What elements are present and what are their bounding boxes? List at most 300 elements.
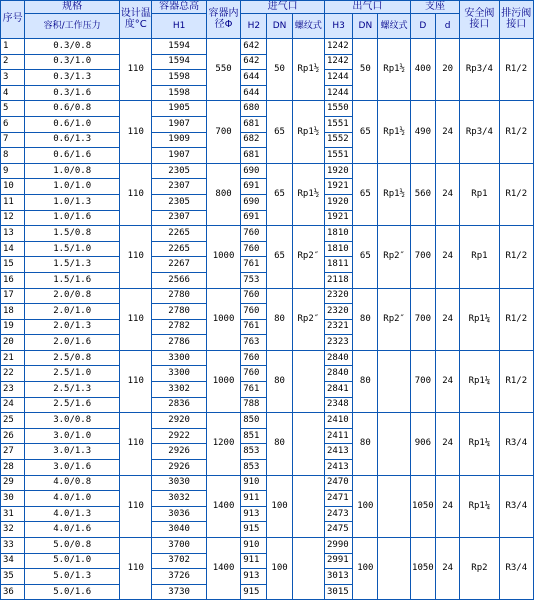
cell-spec: 0.6/1.0	[25, 116, 120, 132]
cell-support-d-small: 24	[436, 413, 460, 475]
cell-spec: 2.5/1.3	[25, 382, 120, 398]
cell-spec: 2.0/1.6	[25, 335, 120, 351]
cell-spec: 2.0/1.0	[25, 304, 120, 320]
cell-spec: 1.5/0.8	[25, 226, 120, 242]
cell-h2: 760	[241, 350, 267, 366]
cell-seq: 9	[1, 163, 25, 179]
cell-support-d-big: 700	[410, 350, 435, 412]
cell-inner-diameter: 1400	[206, 475, 240, 537]
cell-h3: 1550	[324, 101, 352, 117]
cell-h3: 2323	[324, 335, 352, 351]
cell-h3: 1810	[324, 241, 352, 257]
cell-h2: 761	[241, 257, 267, 273]
header-seq: 序号	[1, 1, 25, 39]
cell-h3: 2118	[324, 272, 352, 288]
cell-h2: 690	[241, 194, 267, 210]
cell-support-d-small: 24	[436, 226, 460, 288]
cell-drain-valve: R3/4	[499, 475, 533, 537]
cell-spec: 0.3/0.8	[25, 39, 120, 55]
cell-h2: 851	[241, 428, 267, 444]
cell-h3: 1242	[324, 54, 352, 70]
cell-total-height: 3300	[152, 350, 207, 366]
cell-total-height: 2782	[152, 319, 207, 335]
cell-design-temp: 110	[120, 350, 152, 412]
cell-h2: 681	[241, 148, 267, 164]
cell-h2: 788	[241, 397, 267, 413]
cell-total-height: 2305	[152, 163, 207, 179]
cell-total-height: 2780	[152, 304, 207, 320]
cell-inner-diameter: 1000	[206, 288, 240, 350]
cell-spec: 4.0/1.3	[25, 506, 120, 522]
cell-safety-valve: Rp1	[460, 163, 499, 225]
cell-h2: 761	[241, 319, 267, 335]
cell-spec: 0.6/1.3	[25, 132, 120, 148]
cell-total-height: 3702	[152, 553, 207, 569]
cell-spec: 1.5/1.6	[25, 272, 120, 288]
header-dn-in: DN	[267, 14, 292, 39]
cell-h3: 2321	[324, 319, 352, 335]
cell-h3: 1551	[324, 116, 352, 132]
cell-spec: 0.6/0.8	[25, 101, 120, 117]
cell-drain-valve: R1/2	[499, 226, 533, 288]
cell-drain-valve: R3/4	[499, 413, 533, 475]
table-row	[1, 163, 534, 179]
cell-seq: 21	[1, 350, 25, 366]
cell-safety-valve: Rp2	[460, 538, 499, 600]
header-h2: H2	[241, 14, 267, 39]
cell-dn-out: 80	[353, 288, 378, 350]
cell-dn-in: 100	[267, 538, 292, 600]
cell-seq: 5	[1, 101, 25, 117]
cell-support-d-big: 906	[410, 413, 435, 475]
cell-seq: 10	[1, 179, 25, 195]
header-drain-valve: 排污阀接口	[499, 1, 533, 39]
cell-h2: 642	[241, 39, 267, 55]
cell-spec: 5.0/0.8	[25, 538, 120, 554]
cell-h3: 1244	[324, 85, 352, 101]
cell-total-height: 2926	[152, 460, 207, 476]
cell-spec: 3.0/1.6	[25, 460, 120, 476]
cell-total-height: 3036	[152, 506, 207, 522]
cell-h2: 644	[241, 85, 267, 101]
cell-dn-out: 65	[353, 226, 378, 288]
cell-total-height: 2786	[152, 335, 207, 351]
header-support: 支座	[410, 1, 459, 14]
cell-design-temp: 110	[120, 226, 152, 288]
cell-h2: 680	[241, 101, 267, 117]
cell-dn-in: 100	[267, 475, 292, 537]
table-row	[1, 101, 534, 117]
cell-h3: 2840	[324, 350, 352, 366]
cell-support-d-small: 24	[436, 101, 460, 163]
cell-total-height: 2836	[152, 397, 207, 413]
cell-seq: 33	[1, 538, 25, 554]
cell-seq: 17	[1, 288, 25, 304]
cell-h2: 760	[241, 226, 267, 242]
cell-h3: 2475	[324, 522, 352, 538]
cell-h3: 2410	[324, 413, 352, 429]
header-row-2	[1, 14, 534, 39]
cell-total-height: 1598	[152, 70, 207, 86]
table-body	[1, 39, 534, 600]
cell-seq: 22	[1, 366, 25, 382]
cell-support-d-big: 700	[410, 226, 435, 288]
table-row	[1, 413, 534, 429]
cell-h3: 2991	[324, 553, 352, 569]
cell-h2: 763	[241, 335, 267, 351]
cell-total-height: 1907	[152, 116, 207, 132]
cell-dn-in: 80	[267, 350, 292, 412]
cell-h2: 644	[241, 70, 267, 86]
cell-total-height: 2926	[152, 444, 207, 460]
cell-h2: 913	[241, 506, 267, 522]
cell-total-height: 1909	[152, 132, 207, 148]
cell-seq: 35	[1, 569, 25, 585]
cell-spec: 0.3/1.3	[25, 70, 120, 86]
cell-seq: 24	[1, 397, 25, 413]
cell-seq: 8	[1, 148, 25, 164]
cell-total-height: 2267	[152, 257, 207, 273]
cell-support-d-small: 24	[436, 538, 460, 600]
cell-dn-out: 50	[353, 39, 378, 101]
cell-seq: 3	[1, 70, 25, 86]
cell-inner-diameter: 1000	[206, 350, 240, 412]
cell-spec: 4.0/1.0	[25, 491, 120, 507]
cell-spec: 5.0/1.3	[25, 569, 120, 585]
cell-h3: 1244	[324, 70, 352, 86]
cell-drain-valve: R1/2	[499, 350, 533, 412]
cell-h2: 681	[241, 116, 267, 132]
cell-h2: 691	[241, 179, 267, 195]
cell-h2: 915	[241, 522, 267, 538]
cell-seq: 16	[1, 272, 25, 288]
cell-design-temp: 110	[120, 101, 152, 163]
cell-h3: 2413	[324, 460, 352, 476]
cell-drain-valve: R1/2	[499, 101, 533, 163]
cell-total-height: 3030	[152, 475, 207, 491]
cell-safety-valve: Rp3/4	[460, 101, 499, 163]
cell-spec: 2.5/0.8	[25, 350, 120, 366]
cell-seq: 28	[1, 460, 25, 476]
cell-support-d-big: 560	[410, 163, 435, 225]
cell-seq: 1	[1, 39, 25, 55]
cell-dn-in: 65	[267, 226, 292, 288]
cell-h2: 911	[241, 491, 267, 507]
cell-total-height: 2307	[152, 179, 207, 195]
cell-seq: 13	[1, 226, 25, 242]
cell-dn-in: 80	[267, 413, 292, 475]
cell-h3: 1811	[324, 257, 352, 273]
cell-h3: 2411	[324, 428, 352, 444]
cell-inner-diameter: 700	[206, 101, 240, 163]
cell-h2: 910	[241, 475, 267, 491]
cell-spec: 2.5/1.6	[25, 397, 120, 413]
header-spec: 规格	[25, 1, 120, 14]
cell-spec: 2.5/1.0	[25, 366, 120, 382]
cell-drain-valve: R1/2	[499, 39, 533, 101]
cell-seq: 23	[1, 382, 25, 398]
header-inner-diameter: 容器内径Φ	[206, 1, 240, 39]
cell-h2: 911	[241, 553, 267, 569]
cell-total-height: 1594	[152, 54, 207, 70]
cell-dn-in: 65	[267, 163, 292, 225]
cell-h3: 3013	[324, 569, 352, 585]
cell-total-height: 1905	[152, 101, 207, 117]
cell-thread-in: Rp2″	[292, 226, 324, 288]
cell-support-d-small: 24	[436, 163, 460, 225]
cell-seq: 7	[1, 132, 25, 148]
cell-h3: 1242	[324, 39, 352, 55]
cell-safety-valve: Rp1¼	[460, 288, 499, 350]
cell-design-temp: 110	[120, 413, 152, 475]
cell-total-height: 3300	[152, 366, 207, 382]
cell-thread-out	[378, 538, 410, 600]
cell-h3: 2990	[324, 538, 352, 554]
cell-safety-valve: Rp1¼	[460, 475, 499, 537]
table-row	[1, 39, 534, 55]
cell-drain-valve: R1/2	[499, 288, 533, 350]
cell-dn-out: 100	[353, 475, 378, 537]
cell-seq: 6	[1, 116, 25, 132]
cell-total-height: 3302	[152, 382, 207, 398]
cell-thread-out	[378, 413, 410, 475]
cell-seq: 31	[1, 506, 25, 522]
cell-spec: 3.0/0.8	[25, 413, 120, 429]
cell-thread-out: Rp1½	[378, 39, 410, 101]
cell-spec: 0.3/1.0	[25, 54, 120, 70]
cell-safety-valve: Rp1¼	[460, 350, 499, 412]
cell-total-height: 1598	[152, 85, 207, 101]
cell-h2: 853	[241, 460, 267, 476]
header-support-d-small: d	[436, 14, 460, 39]
cell-dn-out: 80	[353, 413, 378, 475]
cell-h3: 2471	[324, 491, 352, 507]
header-safety-valve: 安全阀接口	[460, 1, 499, 39]
cell-support-d-small: 20	[436, 39, 460, 101]
cell-thread-in: Rp1½	[292, 163, 324, 225]
header-total-height: 容器总高	[152, 1, 207, 14]
cell-h3: 2348	[324, 397, 352, 413]
cell-inner-diameter: 1000	[206, 226, 240, 288]
cell-h2: 760	[241, 304, 267, 320]
cell-thread-in	[292, 538, 324, 600]
cell-h2: 761	[241, 382, 267, 398]
cell-support-d-small: 24	[436, 288, 460, 350]
cell-h2: 753	[241, 272, 267, 288]
cell-h3: 2470	[324, 475, 352, 491]
cell-spec: 1.5/1.0	[25, 241, 120, 257]
cell-design-temp: 110	[120, 475, 152, 537]
cell-spec: 0.3/1.6	[25, 85, 120, 101]
header-thread-in: 螺纹式	[292, 14, 324, 39]
cell-inner-diameter: 1200	[206, 413, 240, 475]
cell-h3: 1920	[324, 163, 352, 179]
cell-h2: 915	[241, 584, 267, 600]
cell-h2: 682	[241, 132, 267, 148]
cell-total-height: 3726	[152, 569, 207, 585]
table-row	[1, 350, 534, 366]
cell-spec: 2.0/0.8	[25, 288, 120, 304]
cell-total-height: 2305	[152, 194, 207, 210]
cell-support-d-big: 700	[410, 288, 435, 350]
cell-thread-in: Rp2″	[292, 288, 324, 350]
cell-spec: 3.0/1.3	[25, 444, 120, 460]
cell-safety-valve: Rp3/4	[460, 39, 499, 101]
cell-total-height: 3700	[152, 538, 207, 554]
header-h3: H3	[324, 14, 352, 39]
cell-seq: 34	[1, 553, 25, 569]
cell-seq: 4	[1, 85, 25, 101]
cell-drain-valve: R1/2	[499, 163, 533, 225]
cell-seq: 29	[1, 475, 25, 491]
cell-support-d-big: 1050	[410, 475, 435, 537]
cell-total-height: 3730	[152, 584, 207, 600]
cell-dn-out: 65	[353, 163, 378, 225]
cell-spec: 2.0/1.3	[25, 319, 120, 335]
cell-thread-out: Rp1½	[378, 163, 410, 225]
cell-seq: 36	[1, 584, 25, 600]
cell-dn-out: 80	[353, 350, 378, 412]
cell-h2: 850	[241, 413, 267, 429]
cell-support-d-big: 490	[410, 101, 435, 163]
header-support-d-big: D	[410, 14, 435, 39]
cell-seq: 25	[1, 413, 25, 429]
cell-inner-diameter: 1400	[206, 538, 240, 600]
cell-design-temp: 110	[120, 538, 152, 600]
cell-seq: 14	[1, 241, 25, 257]
cell-total-height: 3040	[152, 522, 207, 538]
cell-spec: 5.0/1.6	[25, 584, 120, 600]
cell-spec: 1.0/0.8	[25, 163, 120, 179]
cell-h3: 1921	[324, 179, 352, 195]
header-outlet: 出气口	[324, 1, 410, 14]
cell-drain-valve: R3/4	[499, 538, 533, 600]
cell-seq: 27	[1, 444, 25, 460]
cell-h2: 853	[241, 444, 267, 460]
cell-seq: 11	[1, 194, 25, 210]
cell-h3: 2841	[324, 382, 352, 398]
cell-spec: 1.0/1.0	[25, 179, 120, 195]
cell-total-height: 3032	[152, 491, 207, 507]
cell-h3: 3015	[324, 584, 352, 600]
cell-dn-in: 65	[267, 101, 292, 163]
cell-spec: 3.0/1.0	[25, 428, 120, 444]
cell-support-d-big: 1050	[410, 538, 435, 600]
cell-design-temp: 110	[120, 163, 152, 225]
header-spec-sub: 容积/工作压力	[25, 14, 120, 39]
cell-thread-out: Rp2″	[378, 226, 410, 288]
cell-h3: 2320	[324, 304, 352, 320]
cell-h2: 691	[241, 210, 267, 226]
table-row	[1, 226, 534, 242]
cell-thread-in	[292, 350, 324, 412]
cell-total-height: 1594	[152, 39, 207, 55]
cell-h3: 2840	[324, 366, 352, 382]
cell-inner-diameter: 800	[206, 163, 240, 225]
cell-h2: 760	[241, 366, 267, 382]
cell-h2: 642	[241, 54, 267, 70]
cell-dn-in: 80	[267, 288, 292, 350]
cell-design-temp: 110	[120, 288, 152, 350]
cell-h2: 760	[241, 241, 267, 257]
cell-h3: 1810	[324, 226, 352, 242]
cell-safety-valve: Rp1¼	[460, 413, 499, 475]
cell-thread-in	[292, 475, 324, 537]
cell-thread-out	[378, 475, 410, 537]
cell-thread-out: Rp2″	[378, 288, 410, 350]
cell-h2: 913	[241, 569, 267, 585]
cell-total-height: 1907	[152, 148, 207, 164]
cell-h3: 2320	[324, 288, 352, 304]
cell-spec: 1.0/1.6	[25, 210, 120, 226]
cell-thread-in	[292, 413, 324, 475]
cell-h2: 690	[241, 163, 267, 179]
header-thread-out: 螺纹式	[378, 14, 410, 39]
cell-seq: 12	[1, 210, 25, 226]
cell-support-d-big: 400	[410, 39, 435, 101]
cell-total-height: 2307	[152, 210, 207, 226]
cell-total-height: 2922	[152, 428, 207, 444]
table-row	[1, 475, 534, 491]
header-row-1	[1, 1, 534, 14]
cell-seq: 19	[1, 319, 25, 335]
cell-design-temp: 110	[120, 39, 152, 101]
cell-h3: 1552	[324, 132, 352, 148]
cell-spec: 1.5/1.3	[25, 257, 120, 273]
cell-dn-out: 100	[353, 538, 378, 600]
cell-seq: 20	[1, 335, 25, 351]
cell-seq: 15	[1, 257, 25, 273]
cell-thread-out: Rp1½	[378, 101, 410, 163]
cell-dn-in: 50	[267, 39, 292, 101]
cell-seq: 26	[1, 428, 25, 444]
cell-support-d-small: 24	[436, 350, 460, 412]
cell-h3: 1551	[324, 148, 352, 164]
cell-total-height: 2780	[152, 288, 207, 304]
cell-total-height: 2566	[152, 272, 207, 288]
cell-thread-in: Rp1½	[292, 101, 324, 163]
cell-h3: 1920	[324, 194, 352, 210]
table-row	[1, 538, 534, 554]
cell-seq: 18	[1, 304, 25, 320]
cell-spec: 4.0/0.8	[25, 475, 120, 491]
header-inlet: 进气口	[241, 1, 325, 14]
cell-seq: 2	[1, 54, 25, 70]
header-dn-out: DN	[353, 14, 378, 39]
cell-seq: 30	[1, 491, 25, 507]
cell-h3: 2413	[324, 444, 352, 460]
cell-h3: 1921	[324, 210, 352, 226]
cell-h2: 910	[241, 538, 267, 554]
cell-total-height: 2920	[152, 413, 207, 429]
cell-h3: 2473	[324, 506, 352, 522]
cell-thread-in: Rp1½	[292, 39, 324, 101]
cell-spec: 1.0/1.3	[25, 194, 120, 210]
cell-spec: 5.0/1.0	[25, 553, 120, 569]
header-total-height-sub: H1	[152, 14, 207, 39]
cell-support-d-small: 24	[436, 475, 460, 537]
cell-dn-out: 65	[353, 101, 378, 163]
cell-safety-valve: Rp1	[460, 226, 499, 288]
table-row	[1, 288, 534, 304]
cell-thread-out	[378, 350, 410, 412]
header-design-temp: 设计温度°C	[120, 1, 152, 39]
cell-inner-diameter: 550	[206, 39, 240, 101]
cell-spec: 4.0/1.6	[25, 522, 120, 538]
cell-seq: 32	[1, 522, 25, 538]
cell-h2: 760	[241, 288, 267, 304]
cell-total-height: 2265	[152, 241, 207, 257]
